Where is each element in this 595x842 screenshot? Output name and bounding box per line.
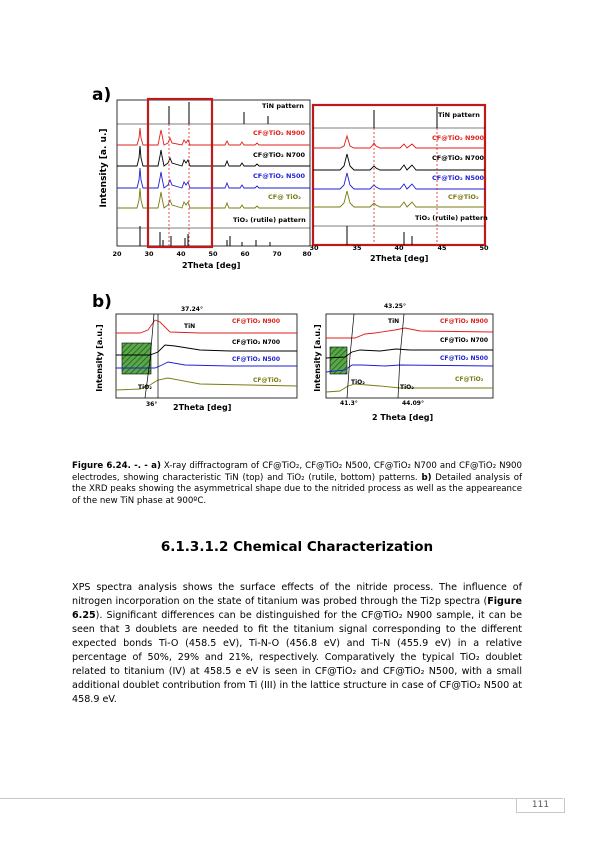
figure-reference: Figure 6.25 [72,596,522,621]
b-right-mark-44: 44.09° [402,400,424,407]
x-tick: 70 [272,250,282,258]
panel-a-label: a) [92,85,112,105]
caption-text-2: Detailed analysis of the XRD peaks showing the asymmetrical shape due to the nitrided process as well as the appeareance of the new TiN phase at 900ºC. [72,472,522,506]
b-right-x-axis-label: 2 Theta [deg] [372,413,434,422]
b-right-tin-label: TiN [388,318,400,325]
x-tick: 20 [112,250,122,258]
a-x-axis-label: 2Theta [deg] [182,261,241,270]
x-tick: 60 [240,250,250,258]
x-tick: 30 [309,244,319,252]
b-left-label-n900: CF@TiO₂ N900 [232,318,281,325]
b-right-mark-43: 43.25° [384,303,406,310]
b-right-mark-41: 41.3° [340,400,358,407]
body-text-2: ). Significant differences can be distinguished for the CF@TiO₂ N900 sample, it can be seen that 3 doublets are needed to fit the titanium signal corresponding to the different expected bonds Ti-O (458.5 eV), Ti-N-O (456.8 eV) and Ti-N (455.9 eV) in a relative percentage of 50%, 29% and 21%, respectively. Comparatively the typical TiO₂ doublet related to titanium (IV) at 458.5 e eV is seen in CF@TiO₂ and CF@TiO₂ N500, with a small additional doublet contribution from Ti (III) in the lattice structure in case of CF@TiO₂ N500 at 458.9 eV. [72,610,522,705]
b-left-label-n700: CF@TiO₂ N700 [232,339,281,346]
x-tick: 45 [437,244,447,252]
b-left-tin-label: TiN [184,323,196,330]
a-right-x-axis-label: 2Theta [deg] [370,254,429,263]
series-label-cf-tio2: CF@ TiO₂ [268,193,302,201]
b-left-label-n500: CF@TiO₂ N500 [232,356,281,363]
x-tick: 35 [352,244,362,252]
b-left-tio2-label: TiO₂ [138,384,152,391]
series-label-n900: CF@TiO₂ N900 [253,129,306,137]
b-right-y-axis-label: Intensity [a.u.] [313,324,322,392]
body-paragraph [72,581,522,707]
body-text-1: XPS spectra analysis shows the surface effects of the nitride process. The influence of nitrogen incorporation on the state of titanium was probed through the Ti2p spectra ( [72,582,522,607]
b-right-label-n500: CF@TiO₂ N500 [440,355,489,362]
caption-label-b: b) [421,472,432,483]
b-right-plot [326,303,493,422]
x-tick: 40 [176,250,186,258]
caption-text-1: X-ray diffractogram of CF@TiO₂, CF@TiO₂ N500, CF@TiO₂ N700 and CF@TiO₂ N900 electrodes, showing characteristic TiN (top) and TiO₂ (rutile, bottom) patterns. [72,461,522,483]
b-left-label-cf-tio2: CF@TiO₂ [253,377,282,384]
b-right-label-n700: CF@TiO₂ N700 [440,337,489,344]
footer-rule [0,798,563,799]
x-tick: 40 [394,244,404,252]
zoom-label-n500: CF@TiO₂ N500 [432,174,485,182]
b-right-label-cf-tio2: CF@TiO₂ [455,376,484,383]
zoom-label-n700: CF@TiO₂ N700 [432,154,485,162]
tio2-pattern-label-right: TiO₂ (rutile) pattern [415,214,488,222]
series-label-n500: CF@TiO₂ N500 [253,172,306,180]
x-tick: 80 [302,250,312,258]
b-left-x-axis-label: 2Theta [deg] [173,403,232,412]
tin-pattern-label: TiN pattern [262,102,304,110]
series-label-n700: CF@TiO₂ N700 [253,151,306,159]
tin-pattern-label-right: TiN pattern [438,111,480,119]
b-right-tio2-label-2: TiO₂ [400,384,414,391]
page-number: 111 [516,798,565,813]
section-heading: 6.1.3.1.2 Chemical Characterization [160,539,434,555]
zoom-label-cf-tio2: CF@TiO₂ [448,193,479,201]
a-left-plot [112,99,312,270]
a-right-plot [309,105,489,263]
x-tick: 50 [479,244,489,252]
a-y-axis-label: Intensity [a. u.] [99,128,109,208]
b-right-label-n900: CF@TiO₂ N900 [440,318,489,325]
figure-caption [72,461,522,507]
b-y-axis-label: Intensity [a.u.] [95,324,104,392]
b-right-tio2-label-1: TiO₂ [351,379,365,386]
b-left-plot [116,306,297,412]
tio2-pattern-label: TiO₂ (rutile) pattern [233,216,306,224]
caption-label: Figure 6.24. -. - a) [72,461,161,471]
x-tick: 30 [144,250,154,258]
x-tick: 50 [208,250,218,258]
b-left-mark-37: 37.24° [181,306,203,313]
panel-b-label: b) [92,292,112,312]
zoom-label-n900: CF@TiO₂ N900 [432,134,485,142]
hatched-region [122,343,151,374]
b-left-mark-36: 36° [146,401,158,408]
highlight-box-left [148,99,212,247]
